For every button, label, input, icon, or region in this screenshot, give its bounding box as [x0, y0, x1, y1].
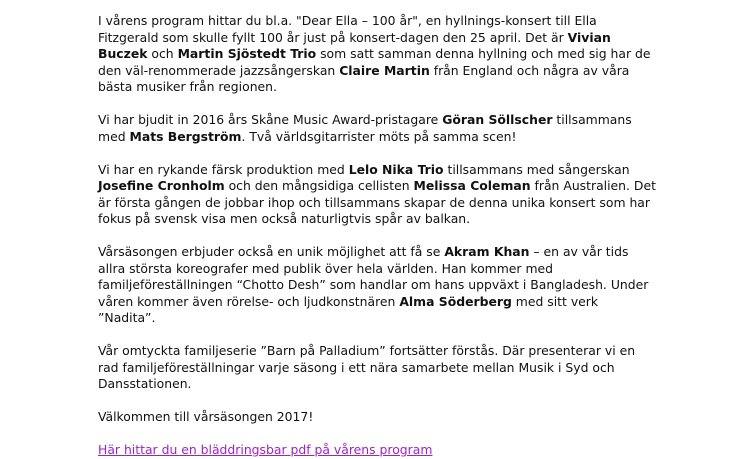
text-run: – en av vår tids allra största koreografer med publik över hela världen. Han kommer med familjeföreställningen “Chotto Desh” som handlar om hans uppväxt i Bangladesh. Under våren kommer även rörelse- och ljudkonstnären	[98, 244, 649, 309]
bold-name: Josefine Cronholm	[98, 178, 225, 193]
bold-name: Göran Söllscher	[442, 112, 553, 127]
bold-name: Martin Sjöstedt Trio	[177, 46, 317, 61]
text-run: med sitt verk ”Nadita”.	[98, 293, 599, 325]
paragraph	[98, 343, 658, 393]
paragraph	[98, 112, 658, 145]
text-run: . Två världsgitarrister möts på samma scen!	[241, 128, 517, 144]
text-run: tillsammans med sångerskan	[443, 161, 630, 177]
text-run: från England och några av våra bästa musiker från regionen.	[98, 62, 630, 94]
bold-name: Akram Khan	[444, 244, 530, 259]
paragraph	[98, 13, 658, 96]
bold-name: Vivian Buczek	[98, 29, 611, 61]
bold-name: Alma Söderberg	[399, 293, 512, 309]
text-run: Vårsäsongen erbjuder också en unik möjlighet att få se	[98, 244, 445, 259]
bold-name: Melissa Coleman	[413, 178, 531, 193]
text-run: Välkommen till vårsäsongen 2017!	[98, 409, 314, 424]
text-run: och den mångsidiga cellisten	[224, 178, 414, 193]
text-run: Vi har en rykande färsk produktion med	[98, 161, 349, 177]
text-run: som satt samman denna hyllning och med sig har de den väl-renommerade jazzsångerskan	[98, 46, 651, 78]
paragraph	[98, 244, 658, 327]
bold-name: Mats Bergström	[129, 128, 242, 144]
text-run: Vår omtyckta familjeserie ”Barn på Palladium” fortsätter förstås. Där presenterar vi en rad familjeföreställningar varje säsong i ett nära samarbete mellan Musik i Syd och Dansstationen.	[98, 343, 636, 391]
document-body	[98, 13, 658, 459]
text-run: I vårens program hittar du bl.a. "Dear Ella – 100 år", en hyllnings-konsert till Ella Fitzgerald som skulle fyllt 100 år just på konsert-dagen den 25 april. Det är	[98, 13, 597, 45]
paragraph	[98, 409, 658, 426]
text-run: Vi har bjudit in 2016 års Skåne Music Award-pristagare	[98, 112, 443, 127]
bold-name: Lelo Nika Trio	[348, 161, 444, 177]
pdf-program-link[interactable]: Här hittar du en bläddringsbar pdf på vårens program	[98, 442, 433, 457]
paragraph-list	[98, 13, 658, 426]
text-run: och	[147, 46, 178, 61]
bold-name: Claire Martin	[339, 62, 430, 78]
text-run: från Australien. Det är första gången de jobbar ihop och tillsammans skapar de denna unika konsert som har fokus på svensk visa men också naturligtvis spår av balkan.	[98, 178, 656, 226]
text-run: tillsammans med	[98, 112, 632, 144]
paragraph	[98, 162, 658, 228]
